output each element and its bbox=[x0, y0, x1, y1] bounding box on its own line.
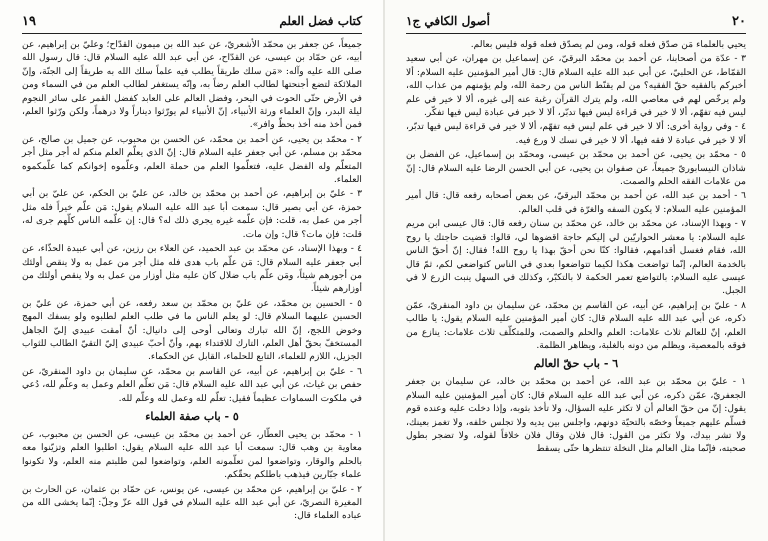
paragraph: ٨ - عليّ بن إبراهيم، عن أبيه، عن القاسم بن محمّد، عن سليمان بن داود المنقريّ، عمّن ذكره، عن أبي عبد الله عليه السلام قال: كان أمير المؤمنين عليه السلام يقول: يا طالب العلم، إنّ للعالم ثلاث علامات: العلم والحلم والصمت، وللمتكلّف ثلاث علامات: ينازع من فوقه بالمعصية، ويظلم من دونه بالغلبة، ويظاهر الظلمة. bbox=[406, 299, 746, 351]
paragraph: ٧ - وبهذا الإسناد، عن محمّد بن خالد، عن محمّد بن سنان رفعه قال: قال عيسى ابن مريم عليه السلام: يا معشر الحواريّين لي إليكم حاجة اقضوها لي، قالوا: قضيت حاجتك يا روح الله، فقام فغسل أقدامهم، فقالوا: كنّا نحن أحقّ بهذا يا روح الله! فقال: إنّ أحقّ الناس بالخدمة العالم، إنّما تواضعت هكذا لكيما تتواضعوا بعدي في الناس كتواضعي لكم، ثمّ قال عيسى عليه السلام: بالتواضع تعمر الحكمة لا بالتكبّر، وكذلك في السهل ينبت الزرع لا في الجبل. bbox=[406, 218, 746, 297]
paragraph: ٣ - عدّة من أصحابنا، عن أحمد بن محمّد البرقيّ، عن إسماعيل بن مهران، عن أبي سعيد القمّاط، عن الحلبيّ، عن أبي عبد الله عليه السلام قال: قال أمير المؤمنين عليه السلام: ألا أخبركم بالفقيه حقّ الفقيه؟ من لم يقنّط الناس من رحمة الله، ولم يؤمنهم من عذاب الله، ولم يرخّص لهم في معاصي الله، ولم يترك القرآن رغبة عنه إلى غيره، ألا لا خير في علم ليس فيه تفهّم، ألا لا خير في قراءة ليس فيها تدبّر، ألا لا خير في عبادة ليس فيها تفكّر. bbox=[406, 53, 746, 119]
paragraph: ٥ - الحسين بن محمّد، عن عليّ بن محمّد بن سعد رفعه، عن أبي حمزة، عن عليّ بن الحسين عليهما السلام قال: لو يعلم الناس ما في طلب العلم لطلبوه ولو بسفك المهج وخوض اللجج، إنّ الله تبارك وتعالى أوحى إلى دانيال: أنّ أمقت عبيدي إليّ الجاهل المستخفّ بحقّ أهل العلم، التارك للاقتداء بهم، وأنّ أحبّ عبيدي إليّ التقيّ الطالب للثواب الجزيل، اللازم للعلماء، التابع للحلماء، القابل عن الحكماء. bbox=[22, 297, 362, 363]
paragraph: ٢ - محمّد بن يحيى، عن أحمد بن محمّد، عن الحسن بن محبوب، عن جميل بن صالح، عن محمّد بن مسلم، عن أبي جعفر عليه السلام قال: إنّ الذي يعلّم العلم منكم له أجر مثل أجر المتعلّم وله الفضل عليه، فتعلّموا العلم من حملة العلم، وعلّموه إخوانكم كما علّمكموه العلماء. bbox=[22, 133, 362, 186]
running-title: أصول الكافي ج١ bbox=[406, 14, 491, 28]
right-page bbox=[384, 0, 768, 541]
paragraph: ٢ - عليّ بن إبراهيم، عن محمّد بن عيسى، عن يونس، عن حمّاد بن عثمان، عن الحارث بن المغيرة النصريّ، عن أبي عبد الله عليه السلام في قول الله عزّ وجلّ: إنّما يخشى الله من عباده العلماء قال: bbox=[22, 483, 362, 522]
right-page-header bbox=[406, 14, 746, 34]
paragraph: ١ - محمّد بن يحيى العطّار، عن أحمد بن محمّد بن عيسى، عن الحسن بن محبوب، عن معاوية بن وهب قال: سمعت أبا عبد الله عليه السلام يقول: اطلبوا العلم وتزيّنوا معه بالحلم والوقار، وتواضعوا لمن تعلّمونه العلم، وتواضعوا لمن طلبتم منه العلم، ولا تكونوا علماء جبّارين فيذهب باطلكم بحقّكم. bbox=[22, 428, 362, 481]
running-title: كتاب فضل العلم bbox=[279, 14, 362, 28]
chapter-heading: ٦ - باب حقّ العالم bbox=[533, 357, 619, 371]
book-gutter bbox=[383, 0, 385, 541]
left-page-body bbox=[22, 38, 362, 523]
paragraph: يحيي بالعلماء مَن صدّق فعله قوله، ومن لم يصدّق فعله قوله فليس بعالم. bbox=[470, 39, 746, 50]
paragraph: ٤ - وفي رواية أخرى: ألا لا خير في علم ليس فيه تفهّم، ألا لا خير في قراءة ليس فيها تدبّر، ألا لا خير في عبادة لا فقه فيها، ألا لا خير في نسك لا ورع فيه. bbox=[406, 121, 746, 146]
paragraph: جميعاً، عن جعفر بن محمّد الأشعريّ، عن عبد الله بن ميمون القدّاح؛ وعليّ بن إبراهيم، عن أبيه، عن حمّاد بن عيسى، عن القدّاح، عن أبي عبد الله عليه السلام قال: قال رسول الله صلى الله عليه وآله: «مَن سلك طريقاً يطلب فيه علماً سلك الله به طريقاً إلى الجنّة، وإنّ الملائكة لتضع أجنحتها لطالب العلم رضاً به، وإنّه يستغفر لطالب العلم من في السماء ومن في الأرض حتّى الحوت في البحر، وفضل العالم على العابد كفضل القمر على سائر النجوم ليلة البدر، وإنّ العلماء ورثة الأنبياء، إنّ الأنبياء لم يورّثوا ديناراً ولا درهماً، ولكن ورّثوا العلم، فمن أخذ منه أخذ بحظّ وافر». bbox=[22, 39, 362, 131]
paragraph: ٦ - عليّ بن إبراهيم، عن أبيه، عن القاسم بن محمّد، عن سليمان بن داود المنقريّ، عن حفص بن غياث، عن أبي عبد الله عليه السلام قال: مَن تعلّم العلم وعمل به وعلّم لله، دُعي في ملكوت السماوات عظيماً فقيل: تعلّم لله وعمل لله وعلّم لله. bbox=[22, 365, 362, 404]
paragraph: ٣ - عليّ بن إبراهيم، عن أحمد بن محمّد بن خالد، عن عليّ بن الحكم، عن عليّ بن أبي حمزة، عن أبي بصير قال: سمعت أبا عبد الله عليه السلام يقول: مَن علّم خيراً فله مثل أجر من عمل به، قلت: فإن علّمه غيره يجري ذلك له؟ قال: إن علّمه الناس كلّهم جرى له، قلت: فإن مات؟ قال: وإن مات. bbox=[22, 188, 362, 240]
paragraph: ٦ - أحمد بن عبد الله، عن أحمد بن محمّد البرقيّ، عن بعض أصحابه رفعه قال: قال أمير المؤمنين عليه السلام: لا يكون السفه والغرّة في قلب العالم. bbox=[406, 190, 746, 215]
chapter-heading: ٥ - باب صفة العلماء bbox=[145, 409, 239, 423]
page-number: ١٩ bbox=[22, 14, 36, 29]
left-page-header bbox=[22, 14, 362, 34]
paragraph: ٥ - محمّد بن يحيى، عن أحمد بن محمّد بن عيسى، ومحمّد بن إسماعيل، عن الفضل بن شاذان النيسابوريّ جميعاً، عن صفوان بن يحيى، عن أبي الحسن الرضا عليه السلام قال: إنّ من علامات الفقه الحلم والصمت. bbox=[406, 149, 746, 188]
paragraph: ٤ - وبهذا الإسناد، عن محمّد بن عبد الحميد، عن العلاء بن رزين، عن أبي عبيدة الحذّاء، عن أبي جعفر عليه السلام قال: مَن علّم باب هدى فله مثل أجر من عمل به ولا ينقص أولئك من أجورهم شيئاً، ومَن علّم باب ضلال كان عليه مثل أوزار من عمل به ولا ينقص أولئك من أوزارهم شيئاً. bbox=[22, 243, 362, 295]
paragraph: ١ - عليّ بن محمّد بن عبد الله، عن أحمد بن محمّد بن خالد، عن سليمان بن جعفر الجعفريّ، عمّن ذكره، عن أبي عبد الله عليه السلام قال: كان أمير المؤمنين عليه السلام يقول: إنّ من حقّ العالم أن لا تكثر عليه السؤال، ولا تأخذ بثوبه، وإذا دخلت عليه وعنده قوم فسلّم عليهم جميعاً وخصّه بالتحيّة دونهم، واجلس بين يديه ولا تجلس خلفه، ولا تغمز بعينك، ولا تشر بيدك، ولا تكثر من القول: قال فلان وقال فلان خلافاً لقوله، ولا تضجر بطول صحبته، فإنّما مثل العالم مثل النخلة تنتظرها حتّى يسقط bbox=[406, 376, 746, 455]
page-number: ٢٠ bbox=[732, 14, 746, 29]
right-page-body bbox=[406, 38, 746, 456]
